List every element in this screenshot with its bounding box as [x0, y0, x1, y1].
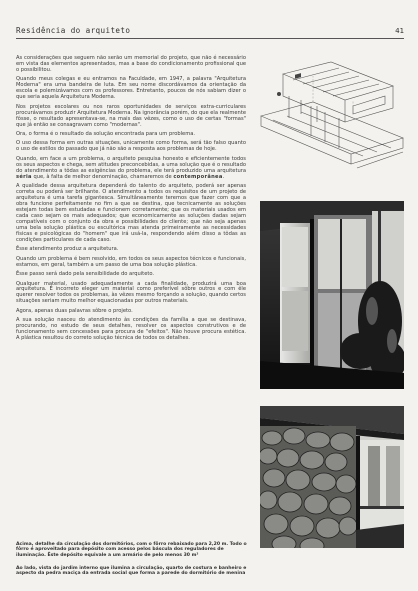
corridor-photo-image — [260, 201, 404, 389]
caption-bottom-photo: Ao lado, vista do jardim interno que ilumina a circulação, quarto de costura e banheiro e aspecto da pedra maciça da entrada social que forma a parede do dormitório de menina — [16, 566, 247, 577]
paragraph-11: Qualquer material, usado adequadamente a cada finalidade, produzirá uma boa arquitetura. É incorreto eleger um material como preferível sôbre outros e com êle querer resolver todos os problemas, às vêzes mesmo forçando a solução, quando certos situações seriam muito melhor equacionadas por outros materiais. — [16, 280, 246, 305]
photo-stone-wall-garden — [260, 406, 404, 548]
paragraph-13: A sua solução nasceu do atendimento às condições da família a que se destinava, procurando, no estudo de seus detalhes, resolver os aspectos construtivos e de funcionamento sem concessões para procura de "efeitos". Não houve procura estética. A plástica resultou do correto solução técnica de todos os detalhes. — [16, 317, 246, 342]
photo-corridor-interior — [260, 201, 404, 389]
emphasis-word: séria — [16, 173, 32, 180]
paragraph-5: O uso dessa forma em outras situações, unicamente como forma, será tão falso quanto o uso de estilos do passado que já não são a resposta aos problemas de hoje. — [16, 140, 246, 153]
paragraph-10: Êsse passo será dado pela sensibilidade do arquiteto. — [16, 271, 155, 278]
isometric-detail-drawing — [253, 56, 407, 178]
paragraph-12: Agora, apenas duas palavras sôbre o projeto. — [16, 307, 133, 314]
paragraph-2: Quando meus colegas e eu entramos na Faculdade, em 1947, a palavra "Arquitetura Moderna" era uma bandeira de luta. Em seu nome discordávamos da orientação da escola e polemizávamos com os professores. Entretanto, poucos de nós sabiam dizer o que seria aquela Arquitetura Moderna. — [16, 76, 246, 101]
caption-top-photo: Acima, detalhe da circulação dos dormitórios, com o fôrro rebaixado para 2,20 m. Todo o fôrro é aproveitado para depósito com acesso pelos báscula dos reguladores de iluminação. Êste depósito equivale a um armário de pelo menos 30 m³ — [16, 542, 247, 558]
paragraph-4: Ora, o forma é o resultado da solução encontrada para um problema. — [16, 130, 195, 137]
body-text-column — [16, 56, 246, 346]
paragraph-7: A qualidade dessa arquitetura dependerá do talento do arquiteto, poderá ser apenas correta ou poderá ser brilhante. O atendimento a todos os requisitos de um projeto de arquitetura é uma tarefa gigantesca. Simultâneamente teremos que fazer com que a obra funcione perfeitamente no fim a que se destina, que tecnicamente as soluções estejam todas bem estudadas e funcionem corretamente; que os materiais usados em cada caso sejam os mais adequados; que economicamente as soluções dadas sejam compatíveis com o conjunto da obra e possibilidades do cliente; que não seja apenas uma bela solução plástica ou escultórica mas atenda primeiramente as necessidades físicas e psicológicas do "homem" que irá usá-la, respondendo além disso a tôdas as condições particulares de cada caso. — [16, 183, 246, 243]
header-rule — [16, 38, 404, 39]
paragraph-9: Quando um problema é bem resolvido, em todos os seus aspectos técnicos e funcionais, estamos, em geral, também a um passo de uma boa solução plástica. — [16, 255, 246, 268]
paragraph-6: Quando, em face a um problema, o arquiteto pesquisa honesto e eficientemente todos os seus aspectos e chega, sem atitudes preconcebidas, a uma solução que é o resultado do atendimento a tôdas as exigências do problema, ele terá produzido uma arquitetura séria que, à falta de melhor denominação, chamaremos de contemporânea. — [16, 155, 246, 180]
header-title: Residência do arquiteto — [16, 26, 131, 35]
paragraph-3: Nos projetos escolares ou nos raros oportunidades de serviços extra-curriculares procurávamos produzir Arquitetura Moderna. Na ignorância porém, do que ela realmente fôsse, o resultado apresentava-se, na mais das vêzes, como o uso de certas "formas" que já então se consagravam como "modernas". — [16, 103, 246, 128]
emphasis-word: contemporânea — [173, 173, 223, 180]
stone-wall-photo-image — [260, 406, 404, 548]
page-number: 41 — [395, 26, 404, 35]
paragraph-1: As considerações que seguem não serão um memorial do projeto, que não é necessário em vista das elementos apresentados, mas a base do condicionamento profissional que o possibilitou. — [16, 55, 246, 73]
paragraph-8: Êsse atendimento produz a arquitetura. — [16, 246, 119, 253]
